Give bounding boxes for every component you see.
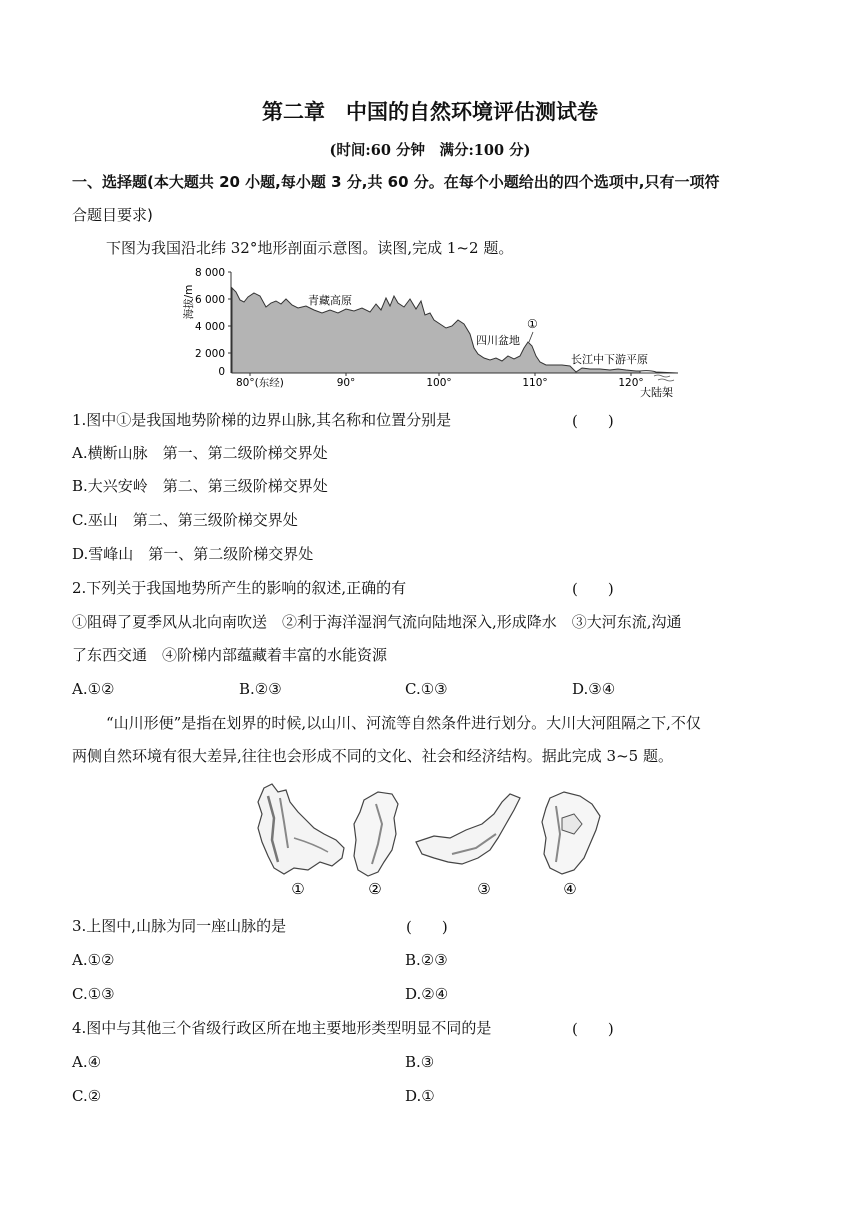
profile-x-tick: 100° xyxy=(426,377,452,389)
label-basin: 四川盆地 xyxy=(476,334,520,347)
map-label-1: ① xyxy=(291,880,305,898)
map-label-2: ② xyxy=(368,880,382,898)
intro-paragraph-2-line1: “山川形便”是指在划界的时候,以山川、河流等自然条件进行划分。大川大河阻隔之下,不仅 xyxy=(106,714,701,732)
q4-option-a[interactable]: A.④ xyxy=(72,1053,102,1071)
profile-y-tick: 8 000 xyxy=(194,267,225,279)
q1-option-a[interactable]: A.横断山脉 第一、第二级阶梯交界处 xyxy=(72,444,328,462)
q3-option-b[interactable]: B.②③ xyxy=(405,951,448,969)
q1-stem: 1.图中①是我国地势阶梯的边界山脉,其名称和位置分别是 xyxy=(72,411,452,429)
province-map-2 xyxy=(354,792,398,898)
profile-x-tick: 120° xyxy=(618,377,644,389)
q2-statements-line1: ①阻碍了夏季风从北向南吹送 ②利于海洋湿润气流向陆地深入,形成降水 ③大河东流,沟通 xyxy=(72,613,682,631)
q4-option-d[interactable]: D.① xyxy=(405,1087,435,1105)
section-heading-line2: 合题目要求) xyxy=(72,206,153,224)
page-title: 第二章 中国的自然环境评估测试卷 xyxy=(262,100,598,124)
province-map-4 xyxy=(542,792,600,898)
sea-waves xyxy=(654,375,670,377)
profile-y-tick: 6 000 xyxy=(194,294,225,306)
q3-option-a[interactable]: A.①② xyxy=(72,951,115,969)
q2-option-c[interactable]: C.①③ xyxy=(405,680,448,698)
q2-option-a[interactable]: A.①② xyxy=(72,680,115,698)
marker-leader-line xyxy=(529,332,533,342)
section-heading-line1: 一、选择题(本大题共 20 小题,每小题 3 分,共 60 分。在每个小题给出的四个选项中,只有一项符 xyxy=(72,173,720,191)
q4-option-b[interactable]: B.③ xyxy=(405,1053,435,1071)
map-label-4: ④ xyxy=(563,880,577,898)
profile-y-tick: 0 xyxy=(218,366,225,378)
profile-y-tick: 2 000 xyxy=(194,348,225,360)
q4-option-c[interactable]: C.② xyxy=(72,1087,102,1105)
q3-stem: 3.上图中,山脉为同一座山脉的是 xyxy=(72,917,287,935)
q1-answer-bracket[interactable]: ( ) xyxy=(572,412,614,430)
province-map-3 xyxy=(416,794,520,898)
q4-answer-bracket[interactable]: ( ) xyxy=(572,1020,614,1038)
profile-x-tick: 110° xyxy=(522,377,548,389)
label-plateau: 青藏高原 xyxy=(308,294,352,307)
label-marker-1: ① xyxy=(527,317,538,331)
q3-answer-bracket[interactable]: ( ) xyxy=(406,918,448,936)
q1-option-b[interactable]: B.大兴安岭 第二、第三级阶梯交界处 xyxy=(72,477,328,495)
q2-answer-bracket[interactable]: ( ) xyxy=(572,580,614,598)
intro-paragraph-1: 下图为我国沿北纬 32°地形剖面示意图。读图,完成 1~2 题。 xyxy=(106,239,514,257)
profile-y-tick: 4 000 xyxy=(194,321,225,333)
q1-option-d[interactable]: D.雪峰山 第一、第二级阶梯交界处 xyxy=(72,545,314,563)
q2-stem: 2.下列关于我国地势所产生的影响的叙述,正确的有 xyxy=(72,579,407,597)
profile-y-label: 海拔/m xyxy=(183,284,195,320)
q3-option-d[interactable]: D.②④ xyxy=(405,985,449,1003)
province-maps-figure xyxy=(244,778,624,904)
profile-x-tick: 80°(东经) xyxy=(236,377,284,389)
map-label-3: ③ xyxy=(477,880,491,898)
province-map-1 xyxy=(258,784,344,898)
q3-option-c[interactable]: C.①③ xyxy=(72,985,115,1003)
terrain-profile-figure xyxy=(178,262,688,402)
q1-option-c[interactable]: C.巫山 第二、第三级阶梯交界处 xyxy=(72,511,298,529)
q2-option-d[interactable]: D.③④ xyxy=(572,680,616,698)
intro-paragraph-2-line2: 两侧自然环境有很大差异,往往也会形成不同的文化、社会和经济结构。据此完成 3~5 题。 xyxy=(72,747,673,765)
profile-x-tick: 90° xyxy=(336,377,356,389)
profile-y-axis xyxy=(182,267,231,378)
profile-x-axis xyxy=(236,373,644,389)
page-subtitle: (时间:60 分钟 满分:100 分) xyxy=(329,142,531,159)
q2-option-b[interactable]: B.②③ xyxy=(239,680,282,698)
q4-stem: 4.图中与其他三个省级行政区所在地主要地形类型明显不同的是 xyxy=(72,1019,492,1037)
label-plain: 长江中下游平原 xyxy=(571,353,648,366)
q2-statements-line2: 了东西交通 ④阶梯内部蕴藏着丰富的水能资源 xyxy=(72,646,388,664)
label-shelf: 大陆架 xyxy=(640,386,673,399)
